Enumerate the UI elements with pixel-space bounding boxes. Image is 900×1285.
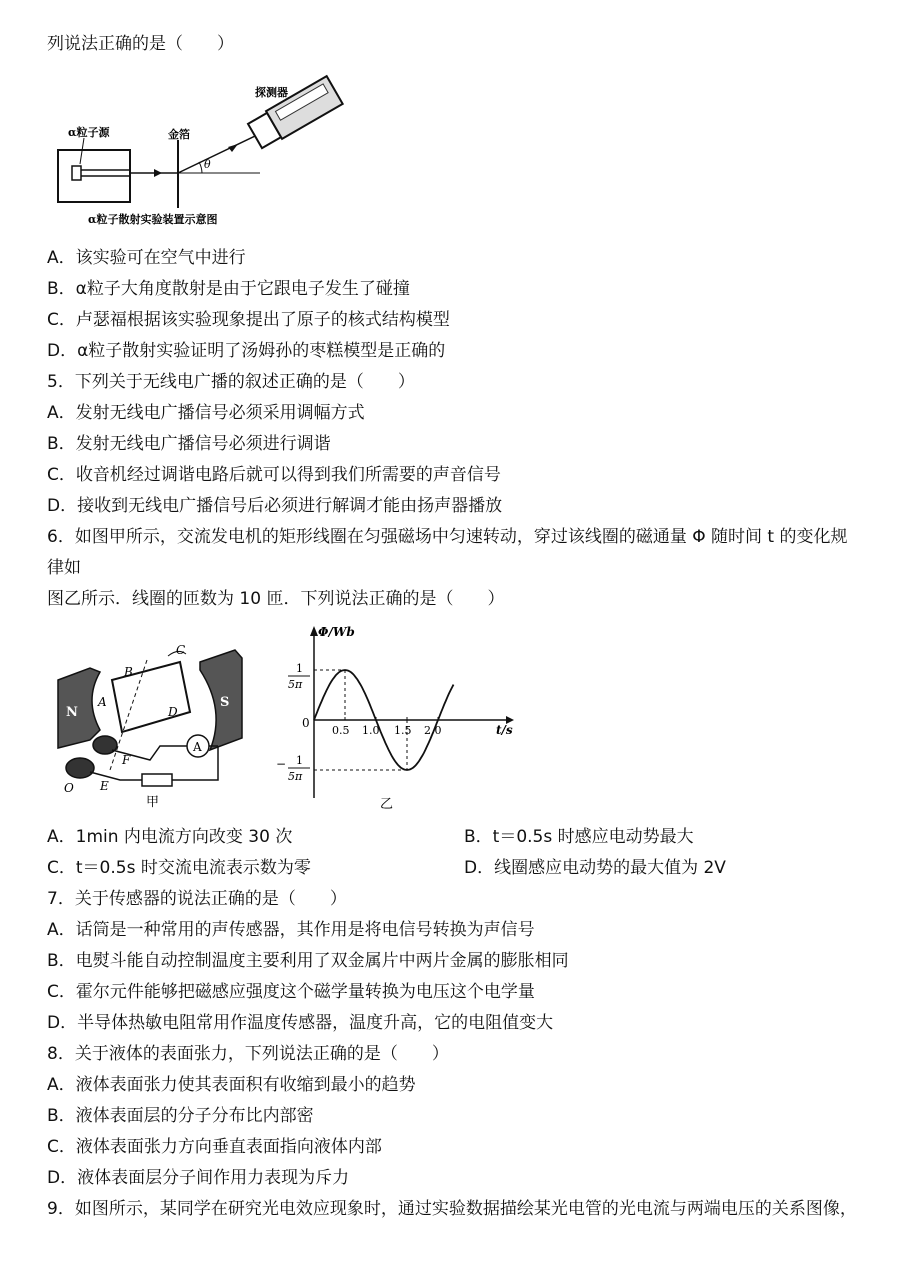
x-axis-label: t/s xyxy=(496,723,513,737)
q7-stem: 7．关于传感器的说法正确的是（ ） xyxy=(47,889,347,909)
label-n: N xyxy=(66,705,78,720)
flux-chart xyxy=(270,622,530,822)
theta-label: θ xyxy=(204,158,211,171)
q6-stem-line1: 6．如图甲所示，交流发电机的矩形线圈在匀强磁场中匀速转动，穿过该线圈的磁通量 Φ 随时间 t 的变化规 xyxy=(47,527,848,547)
label-c: C xyxy=(176,643,186,657)
y-axis-label: Φ/Wb xyxy=(318,625,355,639)
q6-stem-line3: 图乙所示．线圈的匝数为 10 匝．下列说法正确的是（ ） xyxy=(47,589,505,609)
x-tick-1.5: 1.5 xyxy=(394,724,412,737)
q8-stem: 8．关于液体的表面张力，下列说法正确的是（ ） xyxy=(47,1044,449,1064)
label-o: O xyxy=(64,781,74,795)
y-bottom-sign: − xyxy=(276,757,287,771)
alpha-source-label: α粒子源 xyxy=(68,126,110,139)
label-b: B xyxy=(124,665,133,679)
q8-option-a: A．液体表面张力使其表面积有收缩到最小的趋势 xyxy=(47,1075,416,1095)
x-tick-2.0: 2.0 xyxy=(424,724,442,737)
y-bottom-denominator: 5π xyxy=(288,770,303,783)
generator-figure xyxy=(50,640,290,815)
q9-stem: 9．如图所示，某同学在研究光电效应现象时，通过实验数据描绘某光电管的光电流与两端电压的关系图像， xyxy=(47,1199,857,1219)
q7-option-b: B．电熨斗能自动控制温度主要利用了双金属片中两片金属的膨胀相同 xyxy=(47,951,569,971)
alpha-scattering-figure xyxy=(50,68,370,233)
slip-ring-2 xyxy=(66,758,94,778)
q6-option-d: D．线圈感应电动势的最大值为 2V xyxy=(464,858,726,878)
y-axis-arrow xyxy=(310,626,318,636)
alpha-source-core xyxy=(72,166,81,180)
slip-ring-1 xyxy=(93,736,117,754)
q6-option-a: A．1min 内电流方向改变 30 次 xyxy=(47,827,293,847)
intro-text: 列说法正确的是（ ） xyxy=(47,34,234,54)
q4-option-b: B．α粒子大角度散射是由于它跟电子发生了碰撞 xyxy=(47,279,410,299)
fig-yi-caption: 乙 xyxy=(380,797,394,812)
resistor xyxy=(142,774,172,786)
label-d: D xyxy=(168,705,178,719)
q5-stem: 5．下列关于无线电广播的叙述正确的是（ ） xyxy=(47,372,415,392)
label-f: F xyxy=(122,753,131,767)
origin-label: 0 xyxy=(302,716,310,730)
q8-option-c: C．液体表面张力方向垂直表面指向液体内部 xyxy=(47,1137,382,1157)
q8-option-d: D．液体表面层分子间作用力表现为斥力 xyxy=(47,1168,350,1188)
q5-option-c: C．收音机经过调谐电路后就可以得到我们所需要的声音信号 xyxy=(47,465,501,485)
fig-jia-caption: 甲 xyxy=(146,795,160,810)
ammeter-label: A xyxy=(193,740,202,754)
q8-option-b: B．液体表面层的分子分布比内部密 xyxy=(47,1106,314,1126)
foil-label: 金箔 xyxy=(168,128,190,141)
q5-option-a: A．发射无线电广播信号必须采用调幅方式 xyxy=(47,403,365,423)
label-e: E xyxy=(100,779,109,793)
q6-option-b: B．t＝0.5s 时感应电动势最大 xyxy=(464,827,694,847)
label-a: A xyxy=(98,695,107,709)
q4-option-d: D．α粒子散射实验证明了汤姆孙的枣糕模型是正确的 xyxy=(47,341,446,361)
detector-label: 探测器 xyxy=(255,86,288,99)
scattered-beam xyxy=(178,136,255,173)
q6-option-c: C．t＝0.5s 时交流电流表示数为零 xyxy=(47,858,311,878)
q7-option-a: A．话筒是一种常用的声传感器，其作用是将电信号转换为声信号 xyxy=(47,920,535,940)
y-bottom-numerator: 1 xyxy=(296,754,303,767)
q7-option-d: D．半导体热敏电阻常用作温度传感器，温度升高，它的电阻值变大 xyxy=(47,1013,554,1033)
label-s: S xyxy=(220,695,230,710)
x-tick-1.0: 1.0 xyxy=(362,724,380,737)
y-top-numerator: 1 xyxy=(296,662,303,675)
q6-stem-line2: 律如 xyxy=(47,558,81,578)
q5-option-b: B．发射无线电广播信号必须进行调谐 xyxy=(47,434,331,454)
x-tick-0.5: 0.5 xyxy=(332,724,350,737)
q4-option-a: A．该实验可在空气中进行 xyxy=(47,248,246,268)
q7-option-c: C．霍尔元件能够把磁感应强度这个磁学量转换为电压这个电学量 xyxy=(47,982,535,1002)
magnet-n-pole xyxy=(58,668,100,748)
y-top-denominator: 5π xyxy=(288,678,303,691)
fig1-caption: α粒子散射实验装置示意图 xyxy=(88,213,218,226)
q5-option-d: D．接收到无线电广播信号后必须进行解调才能由扬声器播放 xyxy=(47,496,503,516)
q4-option-c: C．卢瑟福根据该实验现象提出了原子的核式结构模型 xyxy=(47,310,450,330)
